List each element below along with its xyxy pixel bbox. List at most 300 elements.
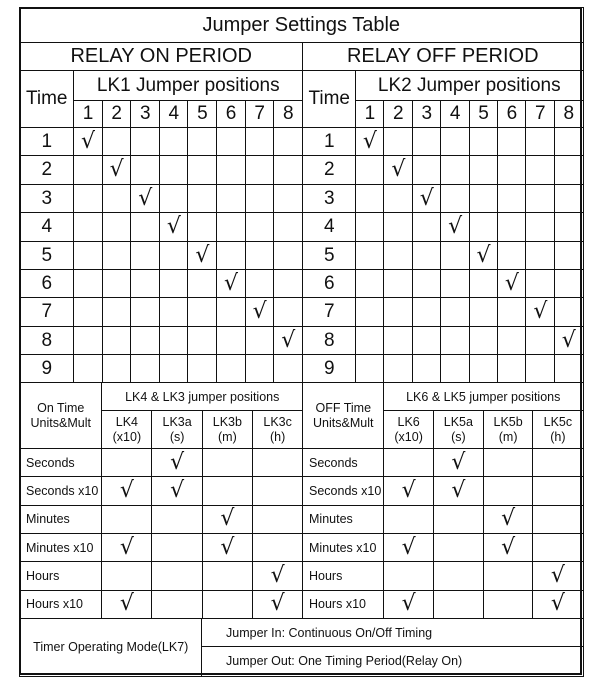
time-value: 4 [302, 212, 357, 242]
empty-cell [216, 212, 246, 242]
checked-cell [412, 184, 442, 214]
empty-cell [554, 354, 584, 384]
checkmark-icon: √ [270, 563, 285, 589]
jumper-name: LK5c [543, 415, 573, 430]
empty-cell [469, 127, 499, 157]
empty-cell [73, 184, 103, 214]
time-value: 5 [19, 241, 75, 271]
empty-cell [245, 241, 275, 271]
checked-cell [355, 127, 385, 157]
checkmark-icon: √ [119, 534, 134, 560]
empty-cell [412, 241, 442, 271]
empty-cell [102, 127, 132, 157]
empty-cell [412, 212, 442, 242]
empty-cell [355, 184, 385, 214]
empty-cell [383, 127, 413, 157]
unit-row-label: Minutes [19, 505, 103, 535]
unit-row-label: Seconds x10 [19, 476, 103, 506]
empty-cell [525, 326, 555, 356]
time-value: 8 [19, 326, 75, 356]
empty-cell [554, 184, 584, 214]
checkmark-icon: √ [451, 478, 466, 504]
checked-cell [483, 505, 534, 535]
checkmark-icon: √ [501, 534, 516, 560]
time-value: 2 [19, 155, 75, 185]
time-value: 6 [19, 269, 75, 299]
checkmark-icon: √ [119, 478, 134, 504]
jumper-column-lk4 [101, 410, 153, 450]
jumper-out-description: Jumper Out: One Timing Period(Relay On) [201, 646, 584, 677]
checkmark-icon: √ [138, 185, 153, 211]
jumper-unit: (m) [498, 429, 518, 444]
empty-cell [273, 212, 303, 242]
empty-cell [554, 241, 584, 271]
jumper-unit: (m) [218, 429, 237, 444]
empty-cell [433, 533, 484, 563]
empty-cell [245, 127, 275, 157]
position-header-1: 1 [355, 100, 385, 129]
empty-cell [469, 297, 499, 327]
unit-row-label: Seconds x10 [302, 476, 385, 506]
empty-cell [440, 184, 470, 214]
position-header-8: 8 [554, 100, 584, 129]
empty-cell [469, 269, 499, 299]
checked-cell [202, 533, 254, 563]
empty-cell [159, 297, 189, 327]
units-jumper-heading: LK6 & LK5 jumper positions [383, 382, 584, 412]
jumper-name: LK3c [263, 415, 292, 430]
checkmark-icon: √ [109, 157, 124, 183]
empty-cell [440, 241, 470, 271]
empty-cell [187, 127, 217, 157]
empty-cell [102, 297, 132, 327]
empty-cell [187, 155, 217, 185]
empty-cell [383, 297, 413, 327]
jumper-column-lk5c [532, 410, 583, 450]
empty-cell [252, 448, 304, 478]
empty-cell [469, 155, 499, 185]
empty-cell [355, 354, 385, 384]
empty-cell [159, 326, 189, 356]
time-value: 3 [19, 184, 75, 214]
empty-cell [554, 212, 584, 242]
jumper-name: LK3a [162, 415, 192, 430]
checkmark-icon: √ [419, 185, 434, 211]
unit-row-label: Minutes x10 [19, 533, 103, 563]
position-header-3: 3 [412, 100, 442, 129]
empty-cell [412, 127, 442, 157]
empty-cell [497, 297, 527, 327]
empty-cell [245, 184, 275, 214]
time-value: 9 [19, 354, 75, 384]
relay-off-heading: RELAY OFF PERIOD [302, 42, 584, 72]
empty-cell [187, 354, 217, 384]
empty-cell [525, 241, 555, 271]
time-column-header: Time [19, 70, 75, 129]
jumper-name: LK3b [212, 415, 242, 430]
empty-cell [151, 590, 203, 620]
empty-cell [469, 212, 499, 242]
empty-cell [187, 297, 217, 327]
unit-row-label: Seconds [19, 448, 103, 478]
jumper-name: LK6 [397, 415, 420, 430]
jumper-name: LK5a [443, 415, 473, 430]
checked-cell [151, 448, 203, 478]
empty-cell [440, 269, 470, 299]
unit-row-label: Hours x10 [302, 590, 385, 620]
empty-cell [73, 326, 103, 356]
jumper-column-lk6 [383, 410, 434, 450]
empty-cell [383, 448, 434, 478]
empty-cell [216, 326, 246, 356]
empty-cell [273, 241, 303, 271]
time-value: 7 [302, 297, 357, 327]
checked-cell [101, 476, 153, 506]
checked-cell [101, 590, 153, 620]
empty-cell [216, 241, 246, 271]
empty-cell [273, 155, 303, 185]
empty-cell [102, 326, 132, 356]
checkmark-icon: √ [220, 534, 235, 560]
empty-cell [433, 561, 484, 591]
empty-cell [130, 326, 160, 356]
empty-cell [497, 354, 527, 384]
empty-cell [252, 505, 304, 535]
empty-cell [159, 155, 189, 185]
empty-cell [554, 155, 584, 185]
empty-cell [440, 326, 470, 356]
jumper-unit: (s) [451, 429, 466, 444]
checkmark-icon: √ [401, 591, 416, 617]
checkmark-icon: √ [550, 563, 565, 589]
checkmark-icon: √ [270, 591, 285, 617]
time-value: 9 [302, 354, 357, 384]
time-value: 6 [302, 269, 357, 299]
position-header-7: 7 [245, 100, 275, 129]
empty-cell [101, 448, 153, 478]
time-value: 2 [302, 155, 357, 185]
position-header-2: 2 [383, 100, 413, 129]
jumper-unit: (h) [269, 429, 286, 444]
empty-cell [252, 533, 304, 563]
checkmark-icon: √ [119, 591, 134, 617]
jumper-name: LK4 [115, 415, 138, 430]
jumper-unit: (x10) [394, 429, 423, 444]
empty-cell [130, 354, 160, 384]
checked-cell [159, 212, 189, 242]
checked-cell [187, 241, 217, 271]
empty-cell [412, 326, 442, 356]
empty-cell [159, 354, 189, 384]
table-title: Jumper Settings Table [19, 7, 584, 44]
empty-cell [187, 184, 217, 214]
checked-cell [151, 476, 203, 506]
empty-cell [433, 505, 484, 535]
empty-cell [483, 476, 534, 506]
position-header-4: 4 [440, 100, 470, 129]
unit-row-label: Seconds [302, 448, 385, 478]
checked-cell [497, 269, 527, 299]
checkmark-icon: √ [220, 506, 235, 532]
empty-cell [202, 448, 254, 478]
empty-cell [130, 269, 160, 299]
empty-cell [273, 269, 303, 299]
jumper-name: LK5b [493, 415, 523, 430]
checkmark-icon: √ [476, 242, 491, 268]
empty-cell [383, 354, 413, 384]
time-value: 7 [19, 297, 75, 327]
empty-cell [159, 241, 189, 271]
empty-cell [383, 561, 434, 591]
checkmark-icon: √ [448, 214, 463, 240]
position-header-6: 6 [497, 100, 527, 129]
empty-cell [433, 590, 484, 620]
empty-cell [412, 269, 442, 299]
position-header-3: 3 [130, 100, 160, 129]
empty-cell [469, 354, 499, 384]
empty-cell [101, 561, 153, 591]
empty-cell [159, 127, 189, 157]
empty-cell [554, 127, 584, 157]
empty-cell [202, 590, 254, 620]
empty-cell [532, 505, 583, 535]
empty-cell [245, 155, 275, 185]
empty-cell [159, 269, 189, 299]
empty-cell [497, 127, 527, 157]
position-header-7: 7 [525, 100, 555, 129]
empty-cell [130, 127, 160, 157]
time-value: 3 [302, 184, 357, 214]
checked-cell [273, 326, 303, 356]
empty-cell [273, 184, 303, 214]
unit-row-label: Hours [302, 561, 385, 591]
position-header-1: 1 [73, 100, 103, 129]
empty-cell [383, 212, 413, 242]
empty-cell [383, 241, 413, 271]
checked-cell [554, 326, 584, 356]
empty-cell [383, 505, 434, 535]
position-header-5: 5 [187, 100, 217, 129]
empty-cell [102, 184, 132, 214]
checkmark-icon: √ [166, 214, 181, 240]
empty-cell [412, 297, 442, 327]
checkmark-icon: √ [451, 449, 466, 475]
empty-cell [440, 354, 470, 384]
empty-cell [216, 354, 246, 384]
empty-cell [73, 354, 103, 384]
empty-cell [355, 212, 385, 242]
jumper-unit: (h) [550, 429, 566, 444]
checked-cell [383, 476, 434, 506]
checked-cell [483, 533, 534, 563]
empty-cell [216, 297, 246, 327]
empty-cell [202, 561, 254, 591]
empty-cell [497, 241, 527, 271]
jumper-column-lk3a [151, 410, 203, 450]
empty-cell [130, 155, 160, 185]
empty-cell [525, 155, 555, 185]
jumper-positions-heading: LK1 Jumper positions [73, 70, 304, 102]
checked-cell [532, 561, 583, 591]
checkmark-icon: √ [401, 478, 416, 504]
empty-cell [245, 212, 275, 242]
empty-cell [151, 561, 203, 591]
jumper-unit: (s) [169, 429, 185, 444]
empty-cell [469, 326, 499, 356]
checkmark-icon: √ [504, 270, 519, 296]
empty-cell [412, 155, 442, 185]
checkmark-icon: √ [281, 327, 296, 353]
position-header-6: 6 [216, 100, 246, 129]
checkmark-icon: √ [252, 299, 267, 325]
empty-cell [101, 505, 153, 535]
units-mult-label: On Time Units&Mult [19, 382, 103, 450]
checkmark-icon: √ [550, 591, 565, 617]
time-value: 1 [302, 127, 357, 157]
unit-row-label: Minutes [302, 505, 385, 535]
jumper-column-lk5a [433, 410, 484, 450]
time-value: 4 [19, 212, 75, 242]
empty-cell [245, 269, 275, 299]
time-value: 1 [19, 127, 75, 157]
empty-cell [130, 212, 160, 242]
checked-cell [216, 269, 246, 299]
jumper-column-lk3b [202, 410, 254, 450]
empty-cell [483, 561, 534, 591]
unit-row-label: Minutes x10 [302, 533, 385, 563]
checkmark-icon: √ [170, 478, 185, 504]
empty-cell [440, 155, 470, 185]
empty-cell [73, 241, 103, 271]
empty-cell [102, 269, 132, 299]
empty-cell [151, 505, 203, 535]
empty-cell [187, 269, 217, 299]
empty-cell [151, 533, 203, 563]
empty-cell [273, 297, 303, 327]
empty-cell [216, 127, 246, 157]
checkmark-icon: √ [401, 534, 416, 560]
checked-cell [383, 590, 434, 620]
empty-cell [355, 155, 385, 185]
empty-cell [532, 533, 583, 563]
empty-cell [252, 476, 304, 506]
empty-cell [383, 326, 413, 356]
checkmark-icon: √ [170, 449, 185, 475]
checked-cell [73, 127, 103, 157]
checkmark-icon: √ [224, 270, 239, 296]
empty-cell [187, 212, 217, 242]
operating-mode-label: Timer Operating Mode(LK7) [19, 618, 203, 677]
checked-cell [252, 590, 304, 620]
time-value: 5 [302, 241, 357, 271]
empty-cell [525, 127, 555, 157]
checked-cell [252, 561, 304, 591]
checked-cell [383, 155, 413, 185]
time-value: 8 [302, 326, 357, 356]
empty-cell [483, 448, 534, 478]
empty-cell [216, 155, 246, 185]
empty-cell [383, 269, 413, 299]
units-mult-label: OFF Time Units&Mult [302, 382, 385, 450]
checked-cell [202, 505, 254, 535]
empty-cell [554, 297, 584, 327]
empty-cell [102, 241, 132, 271]
empty-cell [355, 269, 385, 299]
relay-on-heading: RELAY ON PERIOD [19, 42, 304, 72]
empty-cell [554, 269, 584, 299]
jumper-unit: (x10) [112, 429, 142, 444]
empty-cell [525, 354, 555, 384]
empty-cell [187, 326, 217, 356]
units-jumper-heading: LK4 & LK3 jumper positions [101, 382, 304, 412]
empty-cell [73, 212, 103, 242]
unit-row-label: Hours [19, 561, 103, 591]
checked-cell [383, 533, 434, 563]
empty-cell [525, 212, 555, 242]
time-column-header: Time [302, 70, 357, 129]
empty-cell [525, 184, 555, 214]
checked-cell [433, 476, 484, 506]
empty-cell [525, 269, 555, 299]
empty-cell [532, 476, 583, 506]
empty-cell [273, 354, 303, 384]
jumper-in-description: Jumper In: Continuous On/Off Timing [201, 618, 584, 648]
empty-cell [355, 241, 385, 271]
empty-cell [469, 184, 499, 214]
empty-cell [130, 241, 160, 271]
jumper-column-lk5b [483, 410, 534, 450]
position-header-8: 8 [273, 100, 303, 129]
position-header-4: 4 [159, 100, 189, 129]
empty-cell [216, 184, 246, 214]
empty-cell [412, 354, 442, 384]
checked-cell [532, 590, 583, 620]
empty-cell [73, 155, 103, 185]
checkmark-icon: √ [81, 128, 96, 154]
jumper-column-lk3c [252, 410, 304, 450]
empty-cell [73, 297, 103, 327]
empty-cell [497, 184, 527, 214]
empty-cell [202, 476, 254, 506]
empty-cell [440, 297, 470, 327]
empty-cell [159, 184, 189, 214]
checked-cell [245, 297, 275, 327]
jumper-positions-heading: LK2 Jumper positions [355, 70, 584, 102]
empty-cell [440, 127, 470, 157]
checked-cell [440, 212, 470, 242]
empty-cell [102, 212, 132, 242]
checkmark-icon: √ [561, 327, 576, 353]
checkmark-icon: √ [195, 242, 210, 268]
empty-cell [73, 269, 103, 299]
empty-cell [497, 326, 527, 356]
unit-row-label: Hours x10 [19, 590, 103, 620]
empty-cell [483, 590, 534, 620]
empty-cell [497, 155, 527, 185]
checkmark-icon: √ [391, 157, 406, 183]
checked-cell [102, 155, 132, 185]
empty-cell [355, 326, 385, 356]
empty-cell [130, 297, 160, 327]
empty-cell [497, 212, 527, 242]
checkmark-icon: √ [533, 299, 548, 325]
checked-cell [101, 533, 153, 563]
position-header-5: 5 [469, 100, 499, 129]
empty-cell [355, 297, 385, 327]
empty-cell [532, 448, 583, 478]
position-header-2: 2 [102, 100, 132, 129]
checkmark-icon: √ [501, 506, 516, 532]
